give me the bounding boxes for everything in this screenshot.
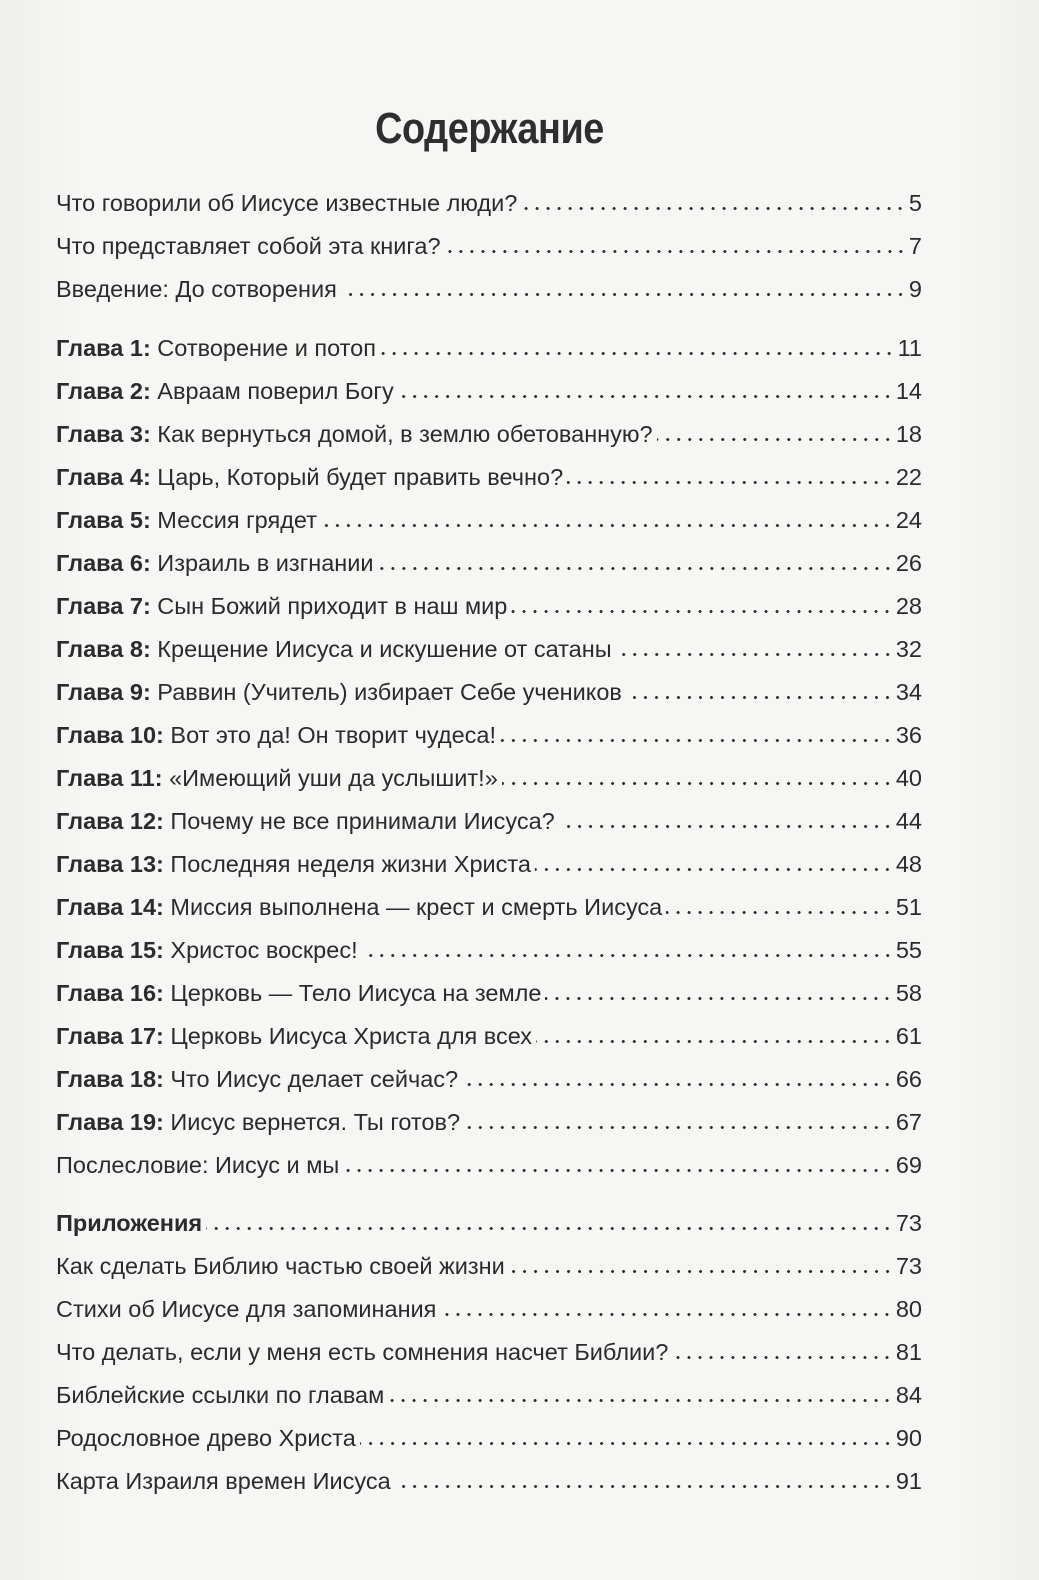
toc-page-number: 22 (895, 464, 922, 490)
toc-entry[interactable] (56, 845, 922, 879)
toc-entry[interactable] (56, 458, 922, 492)
toc-entry-label (56, 935, 362, 965)
toc-page-number: 26 (895, 550, 922, 576)
dot-leader (343, 1169, 893, 1172)
toc-entry-text: Почему не все принимали Иисуса? (163, 808, 555, 834)
toc-entry[interactable] (56, 1419, 922, 1453)
dot-leader (502, 782, 893, 785)
toc-page-number: 90 (895, 1425, 922, 1451)
toc-entry-text: Раввин (Учитель) избирает Себе учеников (150, 679, 622, 705)
toc-entry-text: Сын Божий приходит в наш мир (150, 593, 508, 619)
toc-page-number: 48 (895, 851, 922, 877)
toc-entry-label (56, 505, 321, 535)
toc-entry-text: Послесловие: Иисус и мы (56, 1152, 340, 1178)
toc-entry-prefix: Глава 7: (56, 593, 151, 619)
toc-page-number: 14 (895, 378, 922, 404)
toc-entry[interactable] (56, 888, 922, 922)
toc-page-number: 55 (895, 937, 922, 963)
toc-entry-label (56, 1251, 509, 1281)
toc-entry[interactable] (56, 587, 922, 621)
toc-entry-text: Сотворение и потоп (150, 335, 376, 361)
toc-entry-prefix: Глава 5: (56, 507, 151, 533)
dot-leader (380, 352, 895, 355)
toc-entry-label (56, 1423, 360, 1453)
toc-entry-text: Иисус вернется. Ты готов? (163, 1109, 461, 1135)
toc-entry-prefix: Глава 19: (56, 1109, 164, 1135)
dot-leader (511, 610, 893, 613)
toc-entry-label (56, 849, 535, 879)
toc-page-number: 5 (908, 190, 922, 216)
toc-entry[interactable] (56, 1247, 922, 1281)
dot-leader (206, 1227, 893, 1230)
toc-entry[interactable] (56, 1462, 922, 1496)
toc-entry-prefix: Глава 12: (56, 808, 164, 834)
toc-page-number: 24 (895, 507, 922, 533)
toc-entry-prefix: Глава 11: (56, 765, 163, 791)
dot-leader (672, 1356, 892, 1359)
toc-entry-prefix: Глава 9: (56, 679, 151, 705)
toc-entry[interactable] (56, 501, 922, 535)
toc-entry-label (56, 677, 626, 707)
toc-entry-prefix: Глава 1: (56, 335, 151, 361)
toc-entry-prefix: Глава 4: (56, 464, 151, 490)
toc-page-number: 34 (895, 679, 922, 705)
toc-entry-text: Стихи об Иисусе для запоминания (56, 1296, 437, 1322)
toc-entry[interactable] (56, 1103, 922, 1137)
dot-leader (388, 1399, 893, 1402)
toc-entry[interactable] (56, 184, 922, 218)
toc-entry-label (56, 1208, 206, 1238)
toc-page-number: 44 (895, 808, 922, 834)
toc-entry-text: Карта Израиля времен Иисуса (56, 1468, 391, 1494)
toc-entry-text: Что делать, если у меня есть сомнения насчет Библии? (56, 1339, 669, 1365)
table-of-contents (56, 0, 922, 1580)
toc-entry-label (56, 892, 666, 922)
dot-leader (360, 1442, 893, 1445)
dot-leader (362, 954, 893, 957)
toc-entry[interactable] (56, 372, 922, 406)
dot-leader (521, 207, 906, 210)
toc-entry-label (56, 1021, 536, 1051)
toc-entry-text: Царь, Который будет править вечно? (150, 464, 564, 490)
toc-entry-prefix: Глава 15: (56, 937, 164, 963)
toc-entry-prefix: Глава 16: (56, 980, 164, 1006)
toc-entry-text: Мессия грядет (150, 507, 317, 533)
toc-entry[interactable] (56, 544, 922, 578)
dot-leader (395, 1485, 893, 1488)
toc-entry-text: Последняя неделя жизни Христа (163, 851, 531, 877)
toc-entry[interactable] (56, 673, 922, 707)
toc-page-number: 84 (895, 1382, 922, 1408)
toc-entry-prefix: Глава 2: (56, 378, 151, 404)
toc-entry-prefix: Глава 14: (56, 894, 164, 920)
toc-entry-text: Крещение Иисуса и искушение от сатаны (150, 636, 612, 662)
dot-leader (445, 250, 906, 253)
dot-leader (321, 524, 893, 527)
dot-leader (500, 739, 893, 742)
dot-leader (536, 1040, 893, 1043)
toc-entry-label (56, 274, 341, 304)
toc-page-number: 11 (897, 335, 922, 361)
toc-entry-label (56, 419, 657, 449)
toc-entry-text: «Имеющий уши да услышит!» (162, 765, 498, 791)
toc-entry-text: Христос воскрес! (163, 937, 358, 963)
toc-page-number: 73 (895, 1210, 922, 1236)
toc-page-number: 7 (908, 233, 922, 259)
toc-entry-text: Библейские ссылки по главам (56, 1382, 385, 1408)
dot-leader (626, 696, 893, 699)
toc-entry[interactable] (56, 759, 922, 793)
dot-leader (378, 567, 893, 570)
toc-page-number: 61 (895, 1023, 922, 1049)
dot-leader (440, 1313, 892, 1316)
toc-entry-label (56, 376, 398, 406)
toc-entry[interactable] (56, 1146, 922, 1180)
dot-leader (462, 1083, 893, 1086)
toc-entry[interactable] (56, 415, 922, 449)
toc-page-number: 69 (895, 1152, 922, 1178)
toc-entry-text: Введение: До сотворения (56, 276, 337, 302)
toc-entry-label (56, 806, 559, 836)
toc-entry-prefix: Глава 3: (56, 421, 151, 447)
dot-leader (509, 1270, 893, 1273)
toc-entry[interactable] (56, 630, 922, 664)
toc-entry-label (56, 1380, 388, 1410)
dot-leader (567, 481, 893, 484)
toc-entry-label (56, 1064, 462, 1094)
dot-leader (464, 1126, 893, 1129)
toc-entry-label (56, 333, 380, 363)
toc-entry-label (56, 1107, 464, 1137)
dot-leader (559, 825, 893, 828)
toc-entry-text: Как сделать Библию частью своей жизни (56, 1253, 505, 1279)
toc-entry-text: Авраам поверил Богу (150, 378, 394, 404)
toc-entry-label (56, 1466, 395, 1496)
dot-leader (545, 997, 892, 1000)
toc-entry[interactable] (56, 716, 922, 750)
toc-entry-prefix: Глава 13: (56, 851, 164, 877)
dot-leader (657, 438, 893, 441)
toc-page-number: 36 (895, 722, 922, 748)
toc-page-number: 80 (895, 1296, 922, 1322)
toc-entry-text: Церковь — Тело Иисуса на земле (163, 980, 542, 1006)
toc-entry-prefix: Глава 8: (56, 636, 151, 662)
toc-entry-text: Израиль в изгнании (150, 550, 374, 576)
toc-entry-label (56, 231, 445, 261)
toc-entry-label (56, 1337, 672, 1367)
toc-entry-prefix: Глава 18: (56, 1066, 164, 1092)
toc-entry[interactable] (56, 931, 922, 965)
toc-entry-label (56, 591, 511, 621)
toc-entry-label (56, 462, 567, 492)
toc-entry[interactable] (56, 1333, 922, 1367)
toc-page-number: 18 (895, 421, 922, 447)
toc-entry[interactable] (56, 227, 922, 261)
toc-page-number: 40 (895, 765, 922, 791)
dot-leader (535, 868, 893, 871)
toc-entry[interactable] (56, 1060, 922, 1094)
toc-entry-text: Родословное древо Христа (56, 1425, 356, 1451)
toc-entry-text: Что говорили об Иисусе известные люди? (56, 190, 518, 216)
dot-leader (616, 653, 893, 656)
toc-entry-label (56, 720, 500, 750)
page-title: Содержание (375, 104, 604, 153)
toc-page-number: 28 (895, 593, 922, 619)
toc-page-number: 32 (895, 636, 922, 662)
toc-entry-text: Что представляет собой эта книга? (56, 233, 441, 259)
toc-entry-label (56, 1150, 343, 1180)
toc-page-number: 73 (895, 1253, 922, 1279)
toc-page-number: 51 (895, 894, 922, 920)
toc-entry-text: Церковь Иисуса Христа для всех (163, 1023, 533, 1049)
toc-entry-text: Вот это да! Он творит чудеса! (163, 722, 496, 748)
toc-page-number: 81 (895, 1339, 922, 1365)
toc-entry[interactable] (56, 1017, 922, 1051)
dot-leader (666, 911, 893, 914)
toc-page-number: 67 (895, 1109, 922, 1135)
dot-leader (398, 395, 893, 398)
toc-page-number: 9 (908, 276, 922, 302)
toc-page-number: 66 (895, 1066, 922, 1092)
toc-entry[interactable] (56, 1204, 922, 1238)
toc-entry-label (56, 763, 502, 793)
toc-entry-prefix: Глава 17: (56, 1023, 164, 1049)
toc-page-number: 58 (895, 980, 922, 1006)
toc-entry[interactable] (56, 802, 922, 836)
toc-entry-prefix: Глава 6: (56, 550, 151, 576)
toc-entry-text: Что Иисус делает сейчас? (163, 1066, 459, 1092)
toc-entry-label (56, 634, 616, 664)
toc-entry-prefix: Приложения (56, 1210, 203, 1236)
toc-entry[interactable] (56, 1290, 922, 1324)
toc-entry-text: Как вернуться домой, в землю обетованную? (150, 421, 653, 447)
toc-entry[interactable] (56, 270, 922, 304)
toc-entry[interactable] (56, 1376, 922, 1410)
toc-page-number: 91 (895, 1468, 922, 1494)
toc-entry[interactable] (56, 329, 922, 363)
toc-entry-label (56, 978, 545, 1008)
dot-leader (341, 293, 906, 296)
toc-entry[interactable] (56, 974, 922, 1008)
toc-entry-label (56, 188, 521, 218)
toc-entry-label (56, 548, 378, 578)
toc-entry-prefix: Глава 10: (56, 722, 164, 748)
toc-entry-text: Миссия выполнена — крест и смерть Иисуса (163, 894, 663, 920)
toc-entry-label (56, 1294, 440, 1324)
